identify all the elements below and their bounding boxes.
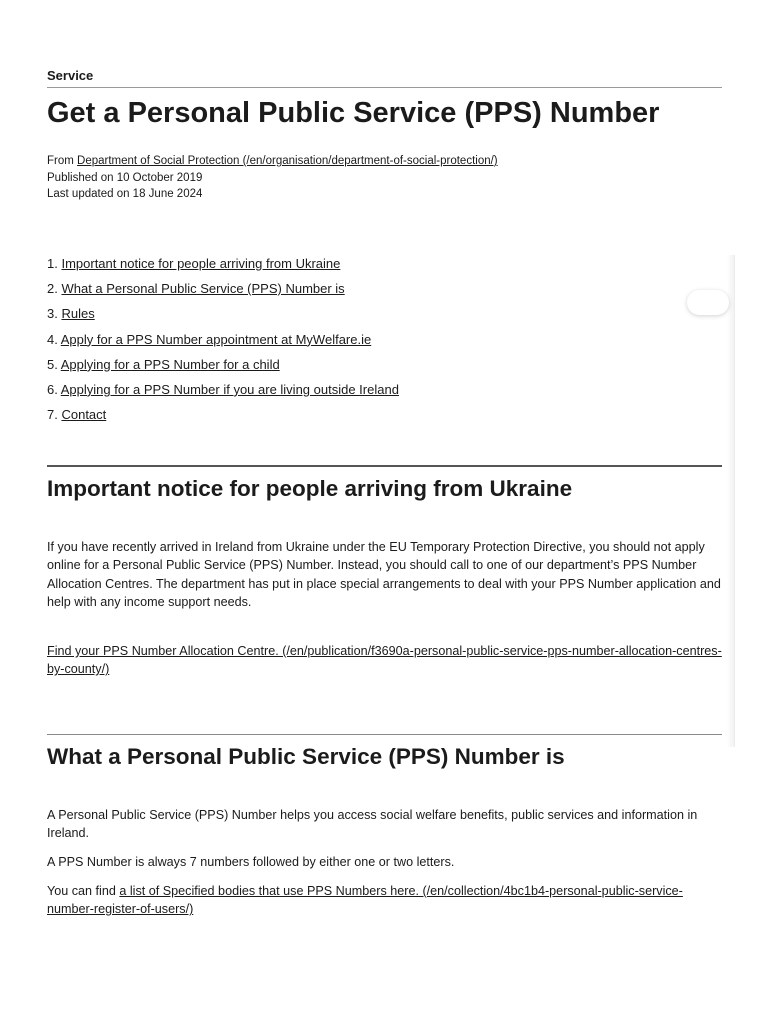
toc-item <box>47 380 399 405</box>
ukraine-link-paragraph <box>47 642 723 679</box>
section-heading-what-pps-is: What a Personal Public Service (PPS) Number is <box>47 744 565 769</box>
section-divider <box>47 465 722 467</box>
section-divider <box>47 734 722 735</box>
pps-intro-text: A Personal Public Service (PPS) Number helps you access social welfare benefits, public services and information in Ireland. <box>47 808 698 841</box>
toc-number: 2. <box>47 281 62 297</box>
content-type-label: Service <box>47 68 94 83</box>
toc-link-rules[interactable]: Rules <box>61 306 95 322</box>
from-line <box>47 153 498 170</box>
header-divider <box>47 87 722 88</box>
toc-item <box>47 330 399 355</box>
toc-link-child[interactable]: Applying for a PPS Number for a child <box>60 356 280 372</box>
from-prefix: From <box>47 155 78 167</box>
toc-number: 7. <box>47 407 62 423</box>
toc-link-contact[interactable]: Contact <box>61 407 107 423</box>
pps-format-text: A PPS Number is always 7 numbers followed by either one or two letters. <box>47 855 455 869</box>
toc-link-ukraine-notice[interactable]: Important notice for people arriving from Ukraine <box>61 256 341 271</box>
allocation-centre-link[interactable]: Find your PPS Number Allocation Centre. (/en/publication/f3690a-personal-public-service-pps-number-allocation-centres-by-county/) <box>47 644 722 677</box>
toc-link-apply-mywelfare[interactable]: Apply for a PPS Number appointment at MyWelfare.ie <box>60 331 372 347</box>
toc-item <box>47 279 399 304</box>
toc-item <box>47 355 399 380</box>
toc-link-outside-ireland[interactable]: Applying for a PPS Number if you are living outside Ireland <box>60 381 399 397</box>
ukraine-notice-text: If you have recently arrived in Ireland from Ukraine under the EU Temporary Protection Directive, you should not apply online for a Personal Public Service (PPS) Number. Instead, you should call to one of our department’s PPS Number Allocation Centres. The department has put in place special arrangements to deal with your PPS Number application and help with any income support needs. <box>47 540 721 610</box>
publication-meta <box>47 153 498 203</box>
department-link[interactable]: Department of Social Protection (/en/organisation/department-of-social-protection/) <box>77 155 498 167</box>
page-title: Get a Personal Public Service (PPS) Number <box>47 97 660 129</box>
specified-bodies-paragraph <box>47 882 723 919</box>
updated-date: Last updated on 18 June 2024 <box>47 188 203 200</box>
published-date: Published on 10 October 2019 <box>47 171 203 184</box>
side-panel-edge <box>727 255 735 747</box>
toc-number: 6. <box>47 381 61 397</box>
section-heading-ukraine: Important notice for people arriving from Ukraine <box>47 476 573 501</box>
floating-toggle-button[interactable] <box>687 290 729 315</box>
toc-item <box>47 304 399 329</box>
toc-number: 4. <box>47 331 61 347</box>
toc-number: 1. <box>47 256 62 271</box>
specified-bodies-prefix: You can find <box>47 884 120 898</box>
toc-number: 3. <box>47 306 62 322</box>
toc-link-what-pps-is[interactable]: What a Personal Public Service (PPS) Number is <box>61 281 345 297</box>
specified-bodies-link[interactable]: a list of Specified bodies that use PPS Numbers here. (/en/collection/4bc1b4-personal-public-service-number-register-of-users/) <box>47 884 683 917</box>
table-of-contents <box>47 254 399 430</box>
toc-item <box>47 254 399 279</box>
toc-number: 5. <box>47 356 61 372</box>
toc-item <box>47 405 399 430</box>
